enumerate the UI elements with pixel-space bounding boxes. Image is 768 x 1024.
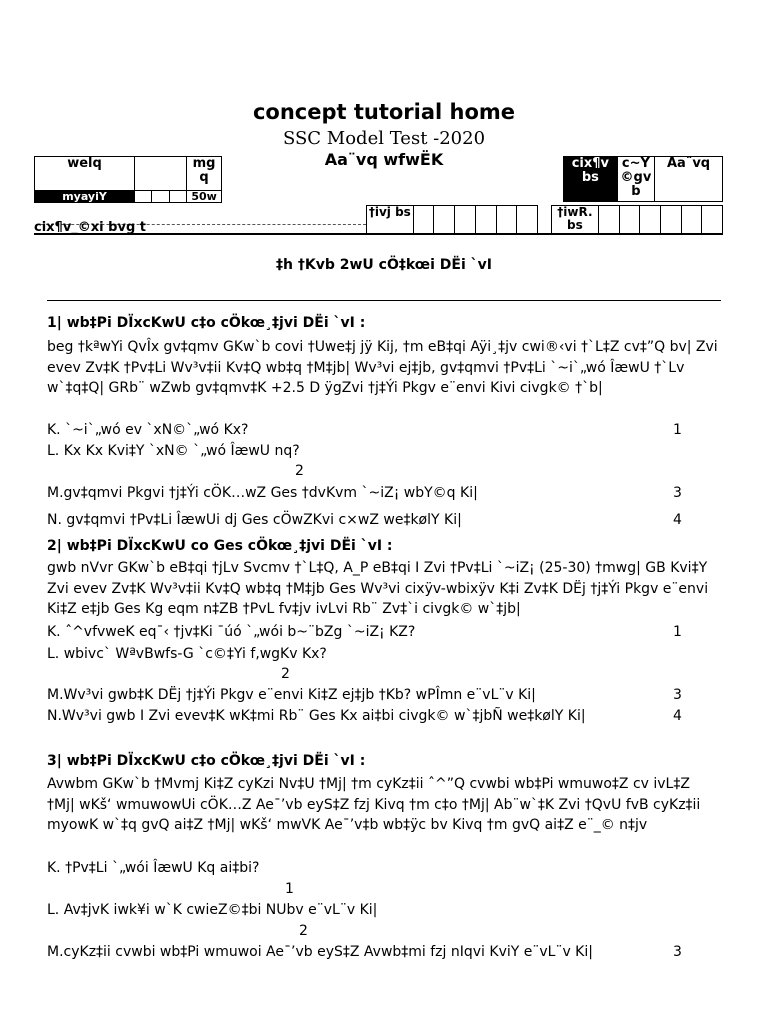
question-2-sub-m: M.Wv³vi gwb‡K DËj †j‡Ýi Pkgv e¨envi Ki‡Z ej‡jb †Kb? wPÎmn e¨vL¨v Ki| [47, 687, 536, 703]
question-2-mark-n: 4 [673, 708, 682, 724]
question-2-mark-l: 2 [281, 666, 290, 682]
instruction-text: ‡h †Kvb 2wU cÖ‡kœi DËi `vI [276, 257, 492, 273]
question-1-mark-n: 4 [673, 512, 682, 528]
roll-number-box [366, 205, 538, 235]
question-3-title: 3| wb‡Pi DÏxcKwU c‡o cÖkœ¸‡jvi DËi `vI : [47, 753, 366, 769]
question-1-sub-k: K. `~i`„wó ev `xN©`„wó Kx? [47, 422, 249, 438]
subject-label: Aa¨vq wfwËK [324, 150, 444, 169]
reg-digit-cell[interactable] [702, 206, 723, 235]
question-1-mark-m: 3 [673, 485, 682, 501]
question-2-stem: gwb nVvr GKw`b eB‡qi †jLv Svcmv †`L‡Q, A_P eB‡qi I Zvi †Pv‡Li `~iZ¡ (25-30) †mwg| GB Kvi‡Y Zvi evev Zv‡K Wv³v‡ii Kv‡Q wb‡q †M‡jb Ges Wv³vi cixÿv-wbixÿv K‡i Zv‡K DËj †j‡Ýi Pkgv e¨envi Ki‡Z e‡jb Ges Kg eqm n‡ZB †PvL fv‡jv ivLvi Rb¨ Zv‡`i civgk© w`‡jb| [47, 560, 709, 617]
myayiY-cell: myayiY [35, 191, 135, 203]
aavq-cell: Aa¨vq [655, 157, 723, 202]
question-2-sub-l: L. wbivc` WªvBwfs-G `c©‡Yi f‚wgKv Kx? [47, 646, 327, 662]
question-2-sub-k: K. ˆ^vfvweK eq¯‹ †jv‡Ki ¯úó `„wói b~¨bZg `~iZ¡ KZ? [47, 624, 416, 640]
left-info-box [34, 156, 222, 203]
question-3-mark-k: 1 [285, 881, 294, 897]
roll-digit-cell[interactable] [517, 206, 538, 235]
exam-subtitle: SSC Model Test -2020 [282, 128, 486, 149]
reg-label-cell: †iwR. bs [552, 206, 599, 235]
cgv-cell: c~Y ©gv b [617, 157, 654, 202]
reg-digit-cell[interactable] [619, 206, 640, 235]
question-2-title: 2| wb‡Pi DÏxcKwU co Ges cÖkœ¸‡jvi DËi `vI : [47, 538, 393, 554]
right-info-box [563, 156, 723, 202]
question-2-sub-n: N.Wv³vi gwb I Zvi evev‡K wK‡mi Rb¨ Ges Kx ai‡bi civgk© w`‡jbÑ we‡kølY Ki| [47, 708, 586, 724]
question-1-sub-n: N. gv‡qmvi †Pv‡Li ÎæwUi dj Ges cÖwZKvi c×wZ we‡kølY Ki| [47, 512, 462, 528]
question-3-sub-m: M.cyKz‡ii cvwbi wb‡Pi wmuwoi Ae¯’vb eyS‡Z Avwb‡mi fzj nIqvi KviY e¨vL¨v Ki| [47, 944, 593, 960]
question-3-sub-l: L. Av‡jvK iwk¥i w`K cwieZ©‡bi NUbv e¨vL¨v Ki| [47, 902, 378, 918]
question-1-title: 1| wb‡Pi DÏxcKwU c‡o cÖkœ¸‡jvi DËi `vI : [47, 315, 366, 331]
reg-digit-cell[interactable] [660, 206, 681, 235]
registration-number-box [551, 205, 723, 235]
question-3-sub-k: K. †Pv‡Li `„wói ÎæwU Kq ai‡bi? [47, 860, 260, 876]
page-title: concept tutorial home [252, 100, 516, 124]
examinee-name-label: cix¶v_©xi bvg t [34, 220, 146, 235]
question-1-mark-k: 1 [673, 422, 682, 438]
section-divider [47, 300, 721, 301]
question-3-mark-m: 3 [673, 944, 682, 960]
question-1-stem: beg †kªwYi QvÎx gv‡qmv GKw`b covi †Uwe‡j jÿ Kij, †m eB‡qi Aÿi¸‡jv cwi®‹vi †`L‡Z cv‡”Q bv| Zvi evev Zv‡K †Pv‡Li Wv³v‡ii Kv‡Q wb‡q †M‡jb| Wv³vi ej‡jb, gv‡qmvi †Pv‡Li `~i`„wó ÎæwU †`Lv w`‡q‡Q| GRb¨ wZwb gv‡qmv‡K +2.5 D ÿgZvi †j‡Ýi Pkgv e¨envi Kivi civgk© †`b| [47, 339, 718, 396]
roll-digit-cell[interactable] [413, 206, 434, 235]
question-1-sub-m: M.gv‡qmvi Pkgvi †j‡Ýi cÖK…wZ Ges †dvKvm `~iZ¡ wbY©q Ki| [47, 485, 478, 501]
question-2-mark-m: 3 [673, 687, 682, 703]
roll-digit-cell[interactable] [455, 206, 476, 235]
reg-digit-cell[interactable] [640, 206, 661, 235]
question-2-mark-k: 1 [673, 624, 682, 640]
fifty-cell: 50w [187, 191, 222, 203]
small-boxes-cell [135, 191, 187, 203]
roll-digit-cell[interactable] [475, 206, 496, 235]
roll-label-cell: †ivj bs [367, 206, 414, 235]
question-3-stem: Avwbm GKw`b †Mvmj Ki‡Z cyKzi Nv‡U †Mj| †m cyKz‡ii ˆ^”Q cvwbi wb‡Pi wmuwo‡Z cv ivL‡Z †Mj| wKš‘ wmuwowUi cÖK…Z Ae¯’vb eyS‡Z fzj Kivq †m c‡o †Mj| Ab¨w`‡K Zvi †QvU fvB cyKz‡ii myowK w`‡q gvQ ai‡Z †Mj| wKš‘ mwVK Ae¯’v‡b wb‡ÿc bv Kivq †m gvQ ai‡Z e¨_© n‡jv [47, 776, 701, 833]
welq-cell: welq [35, 157, 135, 191]
reg-digit-cell[interactable] [681, 206, 702, 235]
roll-digit-cell[interactable] [496, 206, 517, 235]
question-3-mark-l: 2 [299, 923, 308, 939]
header-divider [34, 233, 722, 235]
cix-bs-cell: cix¶v bs [564, 157, 618, 202]
roll-digit-cell[interactable] [434, 206, 455, 235]
reg-digit-cell[interactable] [598, 206, 619, 235]
mgq-cell: mg q [187, 157, 222, 191]
question-1-sub-l: L. Kx Kx Kvi‡Y `xN© `„wó ÎæwU nq? [47, 443, 300, 459]
blank-cell [135, 157, 187, 191]
question-1-mark-l: 2 [295, 463, 304, 479]
